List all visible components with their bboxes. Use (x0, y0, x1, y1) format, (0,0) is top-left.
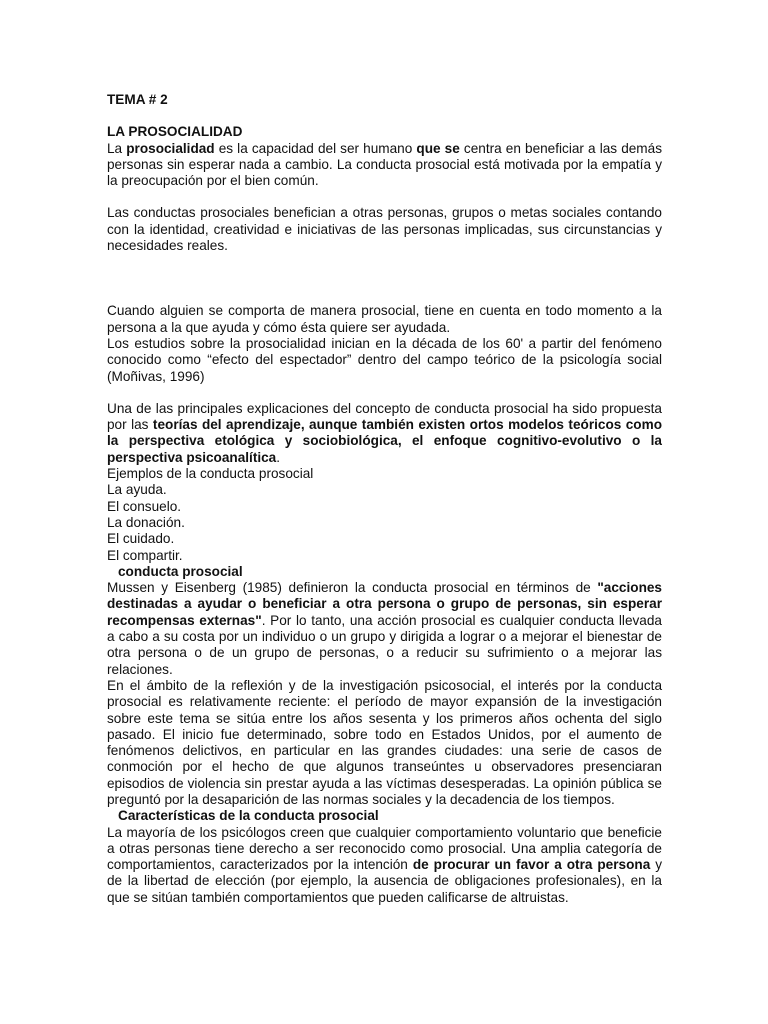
example-item: El cuidado. (107, 531, 175, 547)
subheading-caracteristicas: Características de la conducta prosocial (118, 808, 379, 824)
example-item: El compartir. (107, 547, 183, 563)
paragraph-benefits: Las conductas prosociales benefician a otras personas, grupos o metas sociales contando con la identidad, creatividad e iniciativas de las personas implicadas, sus circunstancias y necesidades reales. (107, 205, 662, 254)
paragraph-studies: Los estudios sobre la prosocialidad inician en la década de los 60' a partir del fenómeno conocido como “efecto del espectador” dentro del campo teórico de la psicología social (Moñivas, 1996) (107, 335, 662, 384)
example-item: La ayuda. (107, 482, 167, 498)
paragraph-theories: Una de las principales explicaciones del concepto de conducta prosocial ha sido propuesta por las teorías del aprendizaje, aunque también existen ortos modelos teóricos como la perspectiva etológica y sociobiológica, el enfoque cognitivo-evolutivo o la perspectiva psicoanalítica. (107, 400, 662, 465)
paragraph-mussen: Mussen y Eisenberg (1985) definieron la conducta prosocial en términos de "acciones destinadas a ayudar o beneficiar a otra persona o grupo de personas, sin esperar recompensas externas". Por lo tanto, una acción prosocial es cualquier conducta llevada a cabo a su costa por un individuo o un grupo y dirigida a lograr o a mejorar el bienestar de otra persona o de un grupo de personas, o a reducir su sufrimiento o a mejorar las relaciones. (107, 580, 662, 677)
document-page (107, 92, 662, 906)
paragraph-behavior: Cuando alguien se comporta de manera prosocial, tiene en cuenta en todo momento a la persona a la que ayuda y cómo ésta quiere ser ayudada. (107, 303, 662, 335)
subheading-conducta: conducta prosocial (118, 563, 243, 579)
section-heading: LA PROSOCIALIDAD (107, 124, 243, 140)
example-item: La donación. (107, 514, 185, 530)
paragraph-definition: La prosocialidad es la capacidad del ser humano que se centra en beneficiar a las demás personas sin esperar nada a cambio. La conducta prosocial está motivada por la empatía y la preocupación por el bien común. (107, 140, 662, 189)
topic-number: TEMA # 2 (107, 92, 168, 107)
paragraph-characteristics: La mayoría de los psicólogos creen que cualquier comportamiento voluntario que beneficie a otras personas tiene derecho a ser reconocido como prosocial. Una amplia categoría de comportamientos, caracterizados por la intención de procurar un favor a otra persona y de la libertad de elección (por ejemplo, la ausencia de obligaciones profesionales), en la que se sitúan también comportamientos que pueden calificarse de altruistas. (107, 824, 662, 905)
example-item: El consuelo. (107, 498, 182, 514)
paragraph-history: En el ámbito de la reflexión y de la investigación psicosocial, el interés por la conducta prosocial es relativamente reciente: el período de mayor expansión de la investigación sobre este tema se sitúa entre los años sesenta y los primeros años ochenta del siglo pasado. El inicio fue determinado, sobre todo en Estados Unidos, por el aumento de fenómenos delictivos, en particular en las grandes ciudades: una serie de casos de conmoción por el hecho de que algunos transeúntes u observadores presenciaran episodios de violencia sin prestar ayuda a las víctimas desesperadas. La opinión pública se preguntó por la desaparición de las normas sociales y la decadencia de los tiempos. (107, 677, 662, 807)
examples-title: Ejemplos de la conducta prosocial (107, 466, 314, 482)
